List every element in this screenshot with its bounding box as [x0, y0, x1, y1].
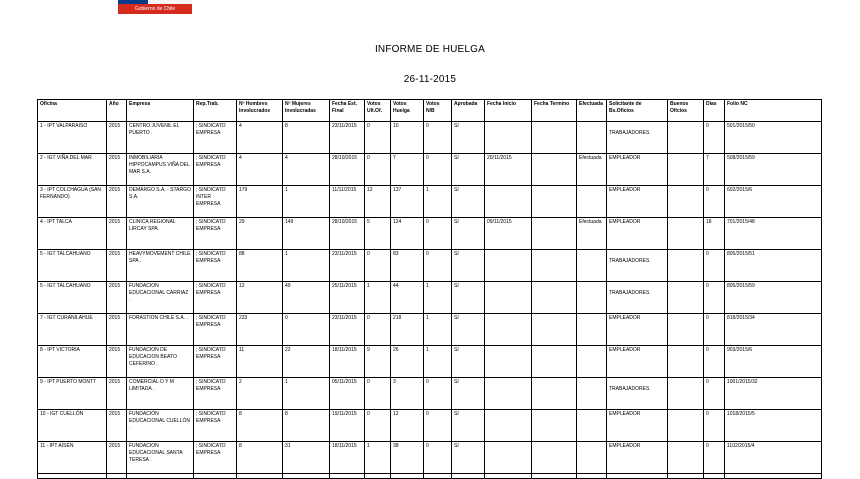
- cell-fecha-inicio: [485, 410, 532, 442]
- cell-solicitante: EMPLEADOR: [607, 154, 668, 186]
- cell-mujeres: 1: [283, 186, 330, 218]
- cell-anio: 2015: [107, 314, 127, 346]
- cell-hombres: 179: [237, 186, 283, 218]
- cell-fecha-termino: [532, 282, 577, 314]
- cell-dias: 0: [704, 186, 725, 218]
- cell-fecha-final: 19/11/2015: [330, 410, 365, 442]
- cell-buenos: [668, 314, 704, 346]
- cell-solicitante: [607, 282, 668, 314]
- empty-cell: [725, 474, 822, 479]
- column-header: Días: [704, 100, 725, 122]
- cell-hombres: 12: [237, 282, 283, 314]
- cell-votos-huelga: 26: [391, 346, 424, 378]
- cell-solicitante: EMPLEADOR: [607, 346, 668, 378]
- empty-cell: [668, 474, 704, 479]
- cell-votos-huelga: 44: [391, 282, 424, 314]
- cell-folio: 818/2015/34: [725, 314, 822, 346]
- cell-rep: ; SINDICATO INTER EMPRESA: [194, 186, 237, 218]
- cell-votos-ult: 1: [365, 282, 391, 314]
- cell-mujeres: 22: [283, 346, 330, 378]
- cell-fecha-termino: [532, 314, 577, 346]
- empty-cell: [283, 474, 330, 479]
- cell-folio: 701/2015/48: [725, 218, 822, 250]
- cell-anio: 2015: [107, 410, 127, 442]
- cell-folio: 501/2015/50: [725, 122, 822, 154]
- cell-votos-huelga: 10: [391, 122, 424, 154]
- cell-dias: 0: [704, 250, 725, 282]
- cell-fecha-termino: [532, 442, 577, 474]
- table-row: [38, 282, 822, 314]
- cell-votos-nb: 0: [424, 442, 452, 474]
- cell-empresa: FUNDACION DE EDUCACION BEATO CEFERINO .: [127, 346, 194, 378]
- cell-oficina: 7 - IGT CURANILAHUE: [38, 314, 107, 346]
- cell-aprobada: SI: [452, 186, 485, 218]
- cell-votos-huelga: 12: [391, 410, 424, 442]
- government-logo: [118, 0, 192, 14]
- table-row: [38, 346, 822, 378]
- column-header: Solicitante de Bs.Oficios: [607, 100, 668, 122]
- cell-aprobada: SI: [452, 314, 485, 346]
- table-row: [38, 218, 822, 250]
- table-row: [38, 378, 822, 410]
- cell-efectuada: [577, 314, 607, 346]
- empty-cell: [607, 474, 668, 479]
- cell-votos-nb: 0: [424, 154, 452, 186]
- cell-dias: 0: [704, 314, 725, 346]
- cell-mujeres: 49: [283, 282, 330, 314]
- cell-buenos: [668, 218, 704, 250]
- cell-votos-ult: 5: [365, 218, 391, 250]
- cell-hombres: 11: [237, 346, 283, 378]
- empty-cell: [424, 474, 452, 479]
- column-header: Oficina: [38, 100, 107, 122]
- cell-votos-ult: 0: [365, 410, 391, 442]
- cell-oficina: 2 - IGT VIÑA DEL MAR: [38, 154, 107, 186]
- cell-solicitante: EMPLEADOR: [607, 218, 668, 250]
- column-header: Fecha Est. Final: [330, 100, 365, 122]
- cell-rep: ; SINDICATO EMPRESA: [194, 346, 237, 378]
- cell-aprobada: SI: [452, 378, 485, 410]
- cell-votos-nb: 1: [424, 186, 452, 218]
- empty-cell: [391, 474, 424, 479]
- cell-efectuada: [577, 442, 607, 474]
- cell-buenos: [668, 378, 704, 410]
- cell-fecha-inicio: [485, 186, 532, 218]
- empty-cell: [485, 474, 532, 479]
- cell-dias: 18: [704, 218, 725, 250]
- cell-anio: 2015: [107, 186, 127, 218]
- cell-solicitante: [607, 378, 668, 410]
- cell-rep: ; SINDICATO EMPRESA: [194, 122, 237, 154]
- cell-fecha-termino: [532, 122, 577, 154]
- cell-dias: 0: [704, 378, 725, 410]
- cell-fecha-final: 23/11/2015: [330, 314, 365, 346]
- cell-votos-huelga: 218: [391, 314, 424, 346]
- cell-fecha-final: 05/11/2015: [330, 378, 365, 410]
- cell-fecha-inicio: [485, 442, 532, 474]
- cell-votos-ult: 0: [365, 154, 391, 186]
- cell-votos-huelga: 38: [391, 442, 424, 474]
- cell-aprobada: SI: [452, 250, 485, 282]
- empty-cell: [38, 474, 107, 479]
- cell-hombres: 8: [237, 410, 283, 442]
- cell-efectuada: [577, 282, 607, 314]
- cell-oficina: 9 - IPT PUERTO MONTT: [38, 378, 107, 410]
- cell-votos-ult: 9: [365, 346, 391, 378]
- cell-fecha-inicio: [485, 378, 532, 410]
- cell-empresa: FORASTION CHILE S.A. .: [127, 314, 194, 346]
- column-header: Buenos Oficios: [668, 100, 704, 122]
- cell-solicitante-text: TRABAJADORES: [609, 258, 650, 264]
- cell-votos-ult: 12: [365, 186, 391, 218]
- cell-fecha-inicio: [485, 314, 532, 346]
- cell-fecha-final: 11/11/2015: [330, 186, 365, 218]
- table-row: [38, 122, 822, 154]
- cell-efectuada: [577, 122, 607, 154]
- table-row: [38, 154, 822, 186]
- column-header: Rep.Trab.: [194, 100, 237, 122]
- cell-votos-ult: 0: [365, 122, 391, 154]
- cell-buenos: [668, 346, 704, 378]
- cell-buenos: [668, 442, 704, 474]
- cell-fecha-final: 23/11/2015: [330, 122, 365, 154]
- cell-efectuada: [577, 186, 607, 218]
- cell-anio: 2015: [107, 442, 127, 474]
- cell-fecha-inicio: [485, 250, 532, 282]
- cell-folio: 1001/2015/32: [725, 378, 822, 410]
- cell-fecha-final: 23/11/2015: [330, 250, 365, 282]
- column-header: Empresa: [127, 100, 194, 122]
- cell-votos-ult: 0: [365, 378, 391, 410]
- cell-solicitante-text: TRABAJADORES: [609, 290, 650, 296]
- empty-cell: [127, 474, 194, 479]
- cell-dias: 7: [704, 154, 725, 186]
- cell-buenos: [668, 282, 704, 314]
- cell-empresa: FUNDACION EDUCACIONAL SANTA TERESA .: [127, 442, 194, 474]
- column-header: Nº Hombres Involucrados: [237, 100, 283, 122]
- cell-empresa: INMOBILIARIA HIPPOCAMPUS VIÑA DEL MAR S.A.: [127, 154, 194, 186]
- column-header: Nº Mujeres Involucradas: [283, 100, 330, 122]
- table-row: [38, 314, 822, 346]
- cell-buenos: [668, 410, 704, 442]
- cell-fecha-termino: [532, 250, 577, 282]
- cell-empresa: HEAVYMOVEMENT CHILE SPA .: [127, 250, 194, 282]
- table-row-continuation: [38, 474, 822, 479]
- cell-mujeres: 149: [283, 218, 330, 250]
- table-row: [38, 410, 822, 442]
- cell-votos-nb: 1: [424, 282, 452, 314]
- column-header: Votos Huelga: [391, 100, 424, 122]
- cell-aprobada: SI: [452, 122, 485, 154]
- cell-mujeres: 8: [283, 410, 330, 442]
- cell-hombres: 233: [237, 314, 283, 346]
- cell-hombres: 4: [237, 154, 283, 186]
- cell-anio: 2015: [107, 282, 127, 314]
- cell-oficina: 11 - IPT AISÉN: [38, 442, 107, 474]
- cell-hombres: 88: [237, 250, 283, 282]
- cell-anio: 2015: [107, 218, 127, 250]
- cell-buenos: [668, 186, 704, 218]
- cell-folio: 1018/2015/5: [725, 410, 822, 442]
- cell-rep: ; SINDICATO EMPRESA: [194, 250, 237, 282]
- cell-votos-ult: 1: [365, 442, 391, 474]
- cell-hombres: 2: [237, 378, 283, 410]
- cell-fecha-termino: [532, 186, 577, 218]
- column-header: Votos N/B: [424, 100, 452, 122]
- cell-efectuada: [577, 346, 607, 378]
- cell-buenos: [668, 122, 704, 154]
- cell-hombres: 4: [237, 122, 283, 154]
- cell-rep: ; SINDICATO EMPRESA: [194, 442, 237, 474]
- cell-aprobada: SI: [452, 282, 485, 314]
- empty-cell: [704, 474, 725, 479]
- column-header: Año: [107, 100, 127, 122]
- column-header: Fecha Termino: [532, 100, 577, 122]
- cell-efectuada: Efectuada: [577, 154, 607, 186]
- cell-buenos: [668, 154, 704, 186]
- cell-efectuada: [577, 410, 607, 442]
- cell-empresa: COMERCIAL O Y M LIMITADA .: [127, 378, 194, 410]
- cell-aprobada: SI: [452, 346, 485, 378]
- logo-text: Gobierno de Chile: [118, 4, 192, 14]
- cell-oficina: 10 - IGT CUELLÓN: [38, 410, 107, 442]
- cell-hombres: 29: [237, 218, 283, 250]
- cell-aprobada: SI: [452, 410, 485, 442]
- cell-dias: 0: [704, 410, 725, 442]
- cell-mujeres: 4: [283, 154, 330, 186]
- cell-folio: 805/2015/59: [725, 282, 822, 314]
- cell-solicitante: EMPLEADOR: [607, 314, 668, 346]
- cell-votos-nb: 0: [424, 218, 452, 250]
- cell-votos-huelga: 3: [391, 378, 424, 410]
- cell-fecha-inicio: [485, 282, 532, 314]
- cell-votos-nb: 0: [424, 122, 452, 154]
- cell-aprobada: SI: [452, 154, 485, 186]
- cell-mujeres: 1: [283, 250, 330, 282]
- empty-cell: [330, 474, 365, 479]
- cell-dias: 0: [704, 122, 725, 154]
- cell-hombres: 8: [237, 442, 283, 474]
- cell-folio: 1102/2015/4: [725, 442, 822, 474]
- cell-folio: 508/2015/59: [725, 154, 822, 186]
- cell-votos-huelga: 7: [391, 154, 424, 186]
- cell-votos-ult: 0: [365, 250, 391, 282]
- cell-votos-nb: 0: [424, 378, 452, 410]
- cell-empresa: FUNDACION EDUCACIONAL CARRIAZ .: [127, 282, 194, 314]
- cell-anio: 2015: [107, 250, 127, 282]
- empty-cell: [577, 474, 607, 479]
- cell-solicitante: EMPLEADOR: [607, 186, 668, 218]
- cell-votos-huelga: 83: [391, 250, 424, 282]
- cell-efectuada: [577, 250, 607, 282]
- cell-fecha-final: 28/10/2015: [330, 154, 365, 186]
- column-header: Aprobada: [452, 100, 485, 122]
- empty-cell: [237, 474, 283, 479]
- cell-folio: 805/2015/51: [725, 250, 822, 282]
- cell-fecha-inicio: 20/11/2015: [485, 154, 532, 186]
- cell-anio: 2015: [107, 378, 127, 410]
- cell-mujeres: 0: [283, 314, 330, 346]
- cell-oficina: 5 - IGT TALCAHUANO: [38, 250, 107, 282]
- cell-mujeres: 31: [283, 442, 330, 474]
- cell-solicitante: EMPLEADOR: [607, 442, 668, 474]
- cell-buenos: [668, 250, 704, 282]
- cell-votos-nb: 1: [424, 346, 452, 378]
- report-date: 26-11-2015: [403, 74, 457, 85]
- cell-fecha-termino: [532, 218, 577, 250]
- cell-votos-nb: 0: [424, 410, 452, 442]
- cell-dias: 0: [704, 346, 725, 378]
- cell-rep: ; SINDICATO EMPRESA: [194, 314, 237, 346]
- cell-solicitante-text: TRABAJADORES: [609, 130, 650, 136]
- cell-solicitante: EMPLEADOR: [607, 410, 668, 442]
- empty-cell: [107, 474, 127, 479]
- cell-fecha-inicio: [485, 122, 532, 154]
- column-header: Efectuada: [577, 100, 607, 122]
- cell-empresa: CLINICA REGIONAL LIRCAY SPA.: [127, 218, 194, 250]
- cell-rep: ; SINDICATO EMPRESA: [194, 282, 237, 314]
- cell-votos-huelga: 124: [391, 218, 424, 250]
- cell-anio: 2015: [107, 154, 127, 186]
- cell-folio: 602/2015/6: [725, 186, 822, 218]
- cell-votos-nb: 0: [424, 250, 452, 282]
- cell-fecha-final: 25/11/2015: [330, 282, 365, 314]
- cell-solicitante: [607, 250, 668, 282]
- cell-rep: ; SINDICATO EMPRESA: [194, 410, 237, 442]
- cell-oficina: 8 - IPT VICTORIA: [38, 346, 107, 378]
- table-row: [38, 442, 822, 474]
- table-row: [38, 250, 822, 282]
- table-row: [38, 186, 822, 218]
- empty-cell: [194, 474, 237, 479]
- cell-solicitante-text: TRABAJADORES: [609, 386, 650, 392]
- cell-fecha-termino: [532, 154, 577, 186]
- cell-aprobada: SI: [452, 442, 485, 474]
- cell-mujeres: 1: [283, 378, 330, 410]
- cell-empresa: DEMARGO S.A. - STARGO S.A.: [127, 186, 194, 218]
- cell-empresa: FUNDACIÓN EDUCACIONAL CUELLÓN .: [127, 410, 194, 442]
- report-title: INFORME DE HUELGA: [374, 44, 486, 55]
- empty-cell: [452, 474, 485, 479]
- cell-votos-nb: 1: [424, 314, 452, 346]
- cell-fecha-final: 18/11/2015: [330, 442, 365, 474]
- cell-anio: 2015: [107, 122, 127, 154]
- cell-votos-huelga: 137: [391, 186, 424, 218]
- column-header: Folio NC: [725, 100, 822, 122]
- empty-cell: [365, 474, 391, 479]
- cell-fecha-termino: [532, 378, 577, 410]
- cell-votos-ult: 0: [365, 314, 391, 346]
- cell-oficina: 5 - IGT TALCAHUANO: [38, 282, 107, 314]
- cell-efectuada: Efectuada: [577, 218, 607, 250]
- cell-dias: 0: [704, 282, 725, 314]
- cell-mujeres: 8: [283, 122, 330, 154]
- cell-fecha-inicio: 09/11/2015: [485, 218, 532, 250]
- table-header-row: [38, 100, 822, 122]
- strike-report-table: [37, 99, 822, 479]
- empty-cell: [532, 474, 577, 479]
- cell-oficina: 4 - IPT TALCA: [38, 218, 107, 250]
- cell-rep: ; SINDICATO EMPRESA: [194, 154, 237, 186]
- cell-fecha-final: 28/10/2015: [330, 218, 365, 250]
- cell-efectuada: [577, 378, 607, 410]
- cell-fecha-termino: [532, 346, 577, 378]
- cell-folio: 903/2015/6: [725, 346, 822, 378]
- cell-fecha-final: 18/11/2015: [330, 346, 365, 378]
- cell-fecha-inicio: [485, 346, 532, 378]
- cell-oficina: 1 - IPT VALPARAISO: [38, 122, 107, 154]
- cell-rep: ; SINDICATO EMPRESA: [194, 218, 237, 250]
- column-header: Votos Ult.Of.: [365, 100, 391, 122]
- cell-aprobada: SI: [452, 218, 485, 250]
- column-header: Fecha Inicio: [485, 100, 532, 122]
- cell-solicitante: [607, 122, 668, 154]
- cell-fecha-termino: [532, 410, 577, 442]
- cell-empresa: CENTRO JUVENIL EL PUERTO .: [127, 122, 194, 154]
- cell-oficina: 3 - IPT COLCHAGUA (SAN FERNANDO): [38, 186, 107, 218]
- cell-dias: 0: [704, 442, 725, 474]
- cell-anio: 2015: [107, 346, 127, 378]
- cell-rep: ; SINDICATO EMPRESA: [194, 378, 237, 410]
